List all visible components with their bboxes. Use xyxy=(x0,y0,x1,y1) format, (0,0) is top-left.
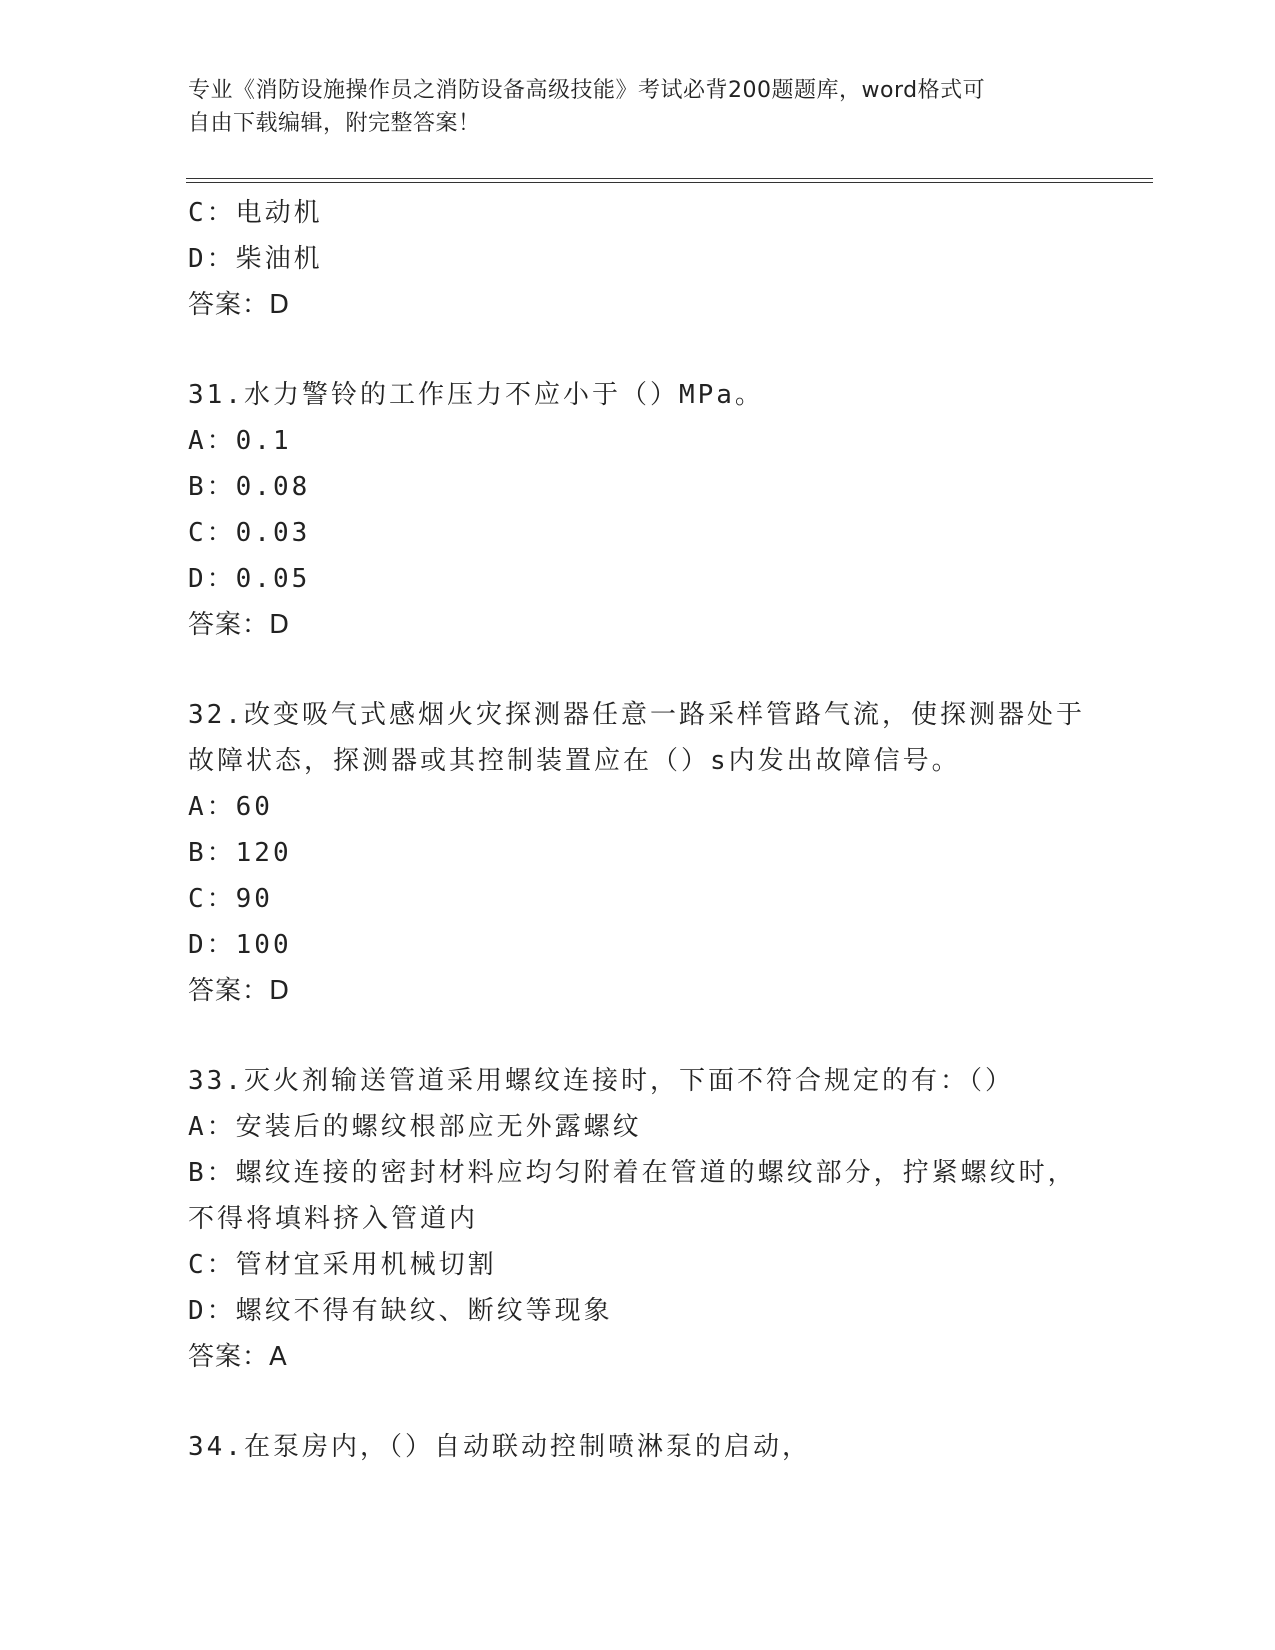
option-line: A：安装后的螺纹根部应无外露螺纹 xyxy=(188,1112,642,1142)
question-stem: 32.改变吸气式感烟火灾探测器任意一路采样管路气流，使探测器处于 xyxy=(188,700,1085,730)
header-line-2: 自由下载编辑，附完整答案！ xyxy=(188,111,481,136)
question-34 xyxy=(188,1424,1148,1470)
header-line-1: 专业《消防设施操作员之消防设备高级技能》考试必背200题题库，word格式可 xyxy=(188,78,986,103)
header-double-rule xyxy=(186,178,1153,183)
option-line: D：0.05 xyxy=(188,564,311,594)
option-text: 电动机 xyxy=(235,198,323,228)
answer-line: 答案：A xyxy=(188,1342,288,1372)
option-line: A：0.1 xyxy=(188,426,292,456)
document-header xyxy=(188,74,1068,140)
option-letter: D： xyxy=(188,244,236,274)
question-stem: 31.水力警铃的工作压力不应小于（）MPa。 xyxy=(188,380,764,410)
option-line: B：0.08 xyxy=(188,472,311,502)
answer-line: 答案：D xyxy=(188,976,291,1006)
carryover-block xyxy=(188,190,1148,328)
option-line: C：0.03 xyxy=(188,518,311,548)
question-33 xyxy=(188,1058,1148,1380)
option-line xyxy=(188,190,1148,236)
option-line: B：螺纹连接的密封材料应均匀附着在管道的螺纹部分，拧紧螺纹时， xyxy=(188,1158,1077,1188)
option-line: D：螺纹不得有缺纹、断纹等现象 xyxy=(188,1296,613,1326)
option-line-continued: 不得将填料挤入管道内 xyxy=(188,1204,479,1234)
question-stem: 33.灭火剂输送管道采用螺纹连接时，下面不符合规定的有：（） xyxy=(188,1066,1014,1096)
question-list xyxy=(188,190,1148,1470)
option-line: D：100 xyxy=(188,930,292,960)
answer-line: 答案：D xyxy=(188,610,291,640)
question-31 xyxy=(188,372,1148,648)
option-line: C：管材宜采用机械切割 xyxy=(188,1250,497,1280)
question-32 xyxy=(188,692,1148,1014)
option-text: 柴油机 xyxy=(235,244,323,274)
option-line: C：90 xyxy=(188,884,273,914)
answer-line: 答案：D xyxy=(188,290,291,320)
option-line xyxy=(188,236,1148,282)
option-line: A：60 xyxy=(188,792,273,822)
option-line: B：120 xyxy=(188,838,292,868)
question-stem: 34.在泵房内，（）自动联动控制喷淋泵的启动， xyxy=(188,1432,811,1462)
question-stem-continued: 故障状态，探测器或其控制装置应在（）s内发出故障信号。 xyxy=(188,746,961,776)
option-letter: C： xyxy=(188,198,236,228)
